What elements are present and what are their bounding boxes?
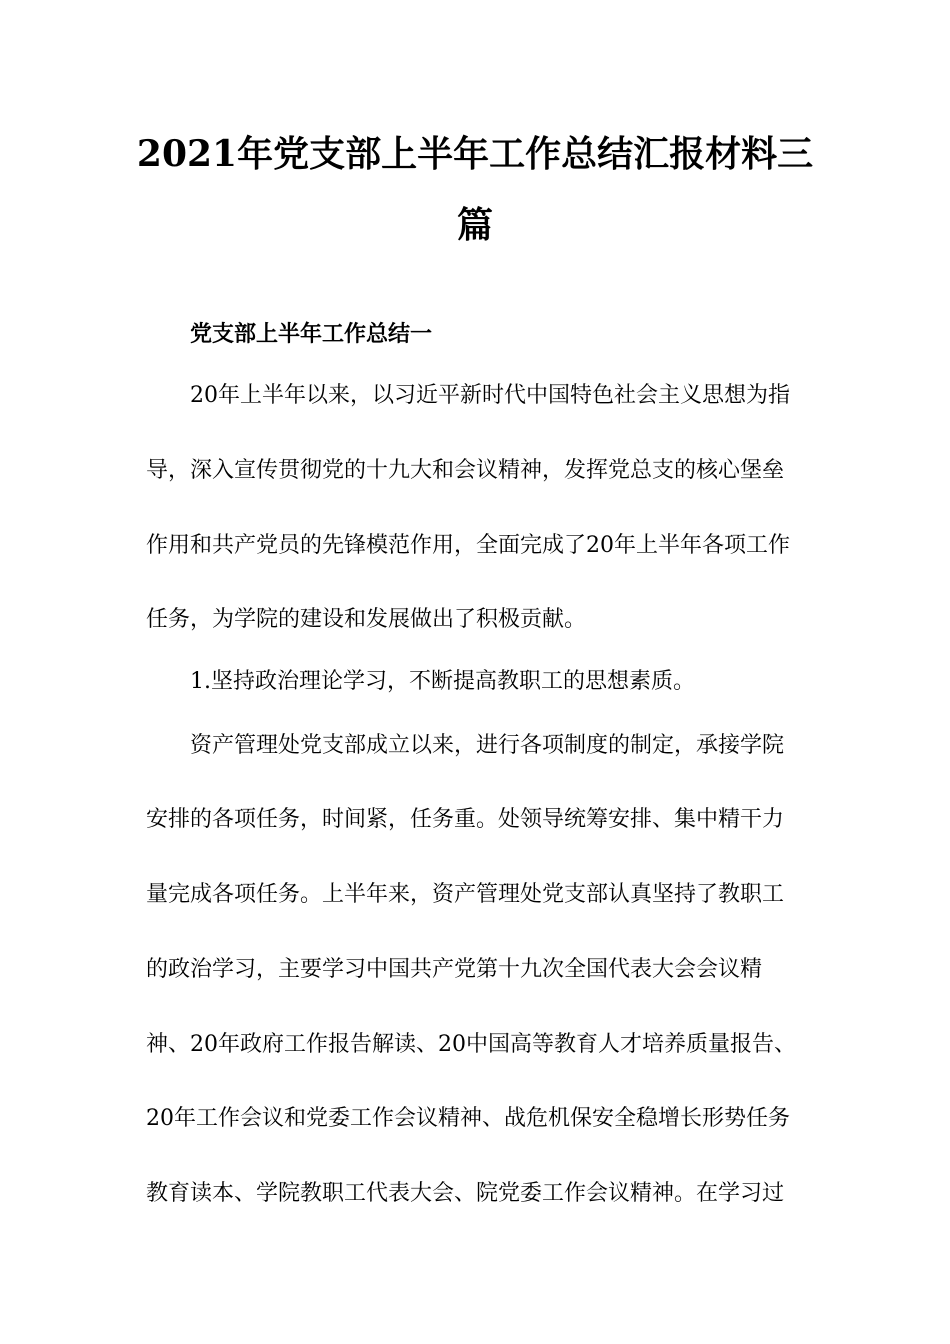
- document-title-line-2: 篇: [456, 204, 493, 246]
- paragraph-2-line-1: 资产管理处党支部成立以来，进行各项制度的制定，承接学院: [190, 733, 785, 758]
- paragraph-2-line-4: 的政治学习，主要学习中国共产党第十九次全国代表大会会议精: [146, 957, 763, 982]
- paragraph-2-line-2: 安排的各项任务，时间紧，任务重。处领导统筹安排、集中精干力: [146, 807, 785, 832]
- paragraph-2-line-3: 量完成各项任务。上半年来，资产管理处党支部认真坚持了教职工: [146, 882, 785, 907]
- paragraph-1-line-2: 导，深入宣传贯彻党的十九大和会议精神，发挥党总支的核心堡垒: [146, 458, 785, 483]
- paragraph-1-line-3: 作用和共产党员的先锋模范作用，全面完成了20年上半年各项工作: [146, 533, 790, 558]
- paragraph-2-line-7: 教育读本、学院教职工代表大会、院党委工作会议精神。在学习过: [146, 1181, 785, 1206]
- paragraph-2-line-5: 神、20年政府工作报告解读、20中国高等教育人才培养质量报告、: [146, 1032, 796, 1057]
- section-heading: 党支部上半年工作总结一: [190, 321, 433, 347]
- document-title-line-1: 2021年党支部上半年工作总结汇报材料三: [136, 133, 814, 175]
- paragraph-1-line-4: 任务，为学院的建设和发展做出了积极贡献。: [146, 607, 587, 632]
- paragraph-1-line-1: 20年上半年以来，以习近平新时代中国特色社会主义思想为指: [190, 383, 790, 408]
- point-1: 1.坚持政治理论学习，不断提高教职工的思想素质。: [190, 669, 695, 694]
- paragraph-2-line-6: 20年工作会议和党委工作会议精神、战危机保安全稳增长形势任务: [146, 1106, 790, 1131]
